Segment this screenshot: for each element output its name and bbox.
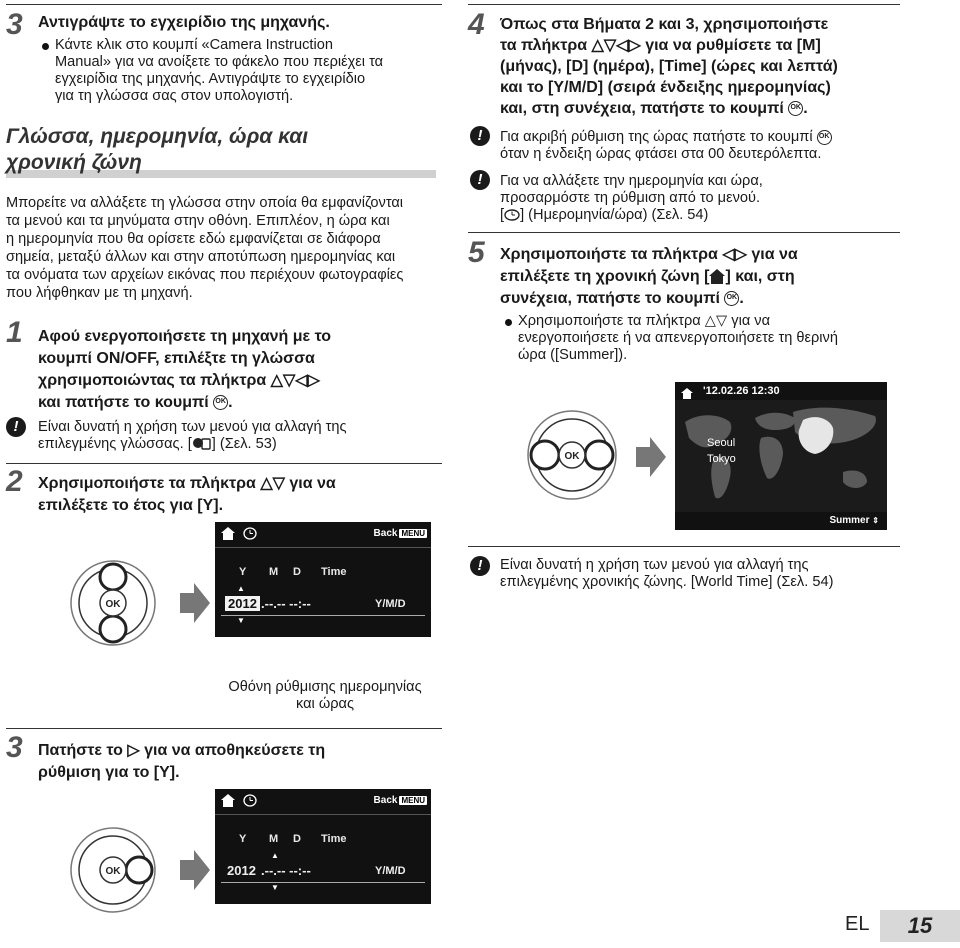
home-icon bbox=[709, 269, 725, 284]
step-1-note: Είναι δυνατή η χρήση των μενού για αλλαγή της επιλεγμένης γλώσσας. [ ] (Σελ. 53) bbox=[38, 419, 347, 452]
step-3b-title: Πατήστε το ▷ για να αποθηκεύσετε τη ρύθμιση για το [Y]. bbox=[38, 742, 326, 781]
step-3-number: 3 bbox=[6, 8, 23, 41]
step-3b-number: 3 bbox=[6, 731, 23, 764]
up-caret-icon: ▲ bbox=[237, 584, 245, 593]
col-time: Time bbox=[321, 833, 347, 845]
step-1-title: Αφού ενεργοποιήσετε τη μηχανή με το κουμπί ON/OFF, επιλέξτε τη γλώσσα χρησιμοποιώντας τα πλήκτρα △▽◁▷ και πατήστε το κουμπί OK . bbox=[38, 328, 332, 411]
rule-note-right bbox=[468, 546, 900, 547]
svg-text:OK: OK bbox=[105, 866, 121, 877]
up-caret-icon: ▲ bbox=[271, 851, 279, 860]
step-4-note-2: Για να αλλάξετε την ημερομηνία και ώρα, προσαρμόστε τη ρύθμιση από το μενού. [ ] (Ημερομηνία/ώρα) (Σελ. 54) bbox=[500, 173, 763, 223]
map-city-tokyo: Tokyo bbox=[707, 453, 736, 465]
step-4-title: Όπως στα Βήματα 2 και 3, χρησιμοποιήστε τα πλήκτρα △▽◁▷ για να ρυθμίσετε τα [M] (μήνας), [D] (ημέρα), [Time] (ώρες και λεπτά) και το [Y/M/D] (σειρά ένδειξης ημερομηνίας) και, στη συνέχεια, πατήστε το κουμπί OK . bbox=[500, 16, 838, 117]
col-time: Time bbox=[321, 566, 347, 578]
step-3-bullet: Κάντε κλικ στο κουμπί «Camera Instruction Manual» για να ανοίξετε το φάκελο που περιέχει τα εγχειρίδια της μηχανής. Αντιγράψτε το εγχειρίδιο για τη γλώσσα σας στον υπολογιστή. bbox=[55, 37, 384, 104]
col-m: M bbox=[269, 833, 279, 845]
svg-text:OK: OK bbox=[105, 599, 121, 610]
top-rule-right bbox=[468, 4, 900, 5]
section-title: Γλώσσα, ημερομηνία, ώρα και χρονική ζώνη bbox=[6, 125, 309, 174]
map-city-seoul: Seoul bbox=[707, 437, 736, 449]
step-3-title: Αντιγράψτε το εγχειρίδιο της μηχανής. bbox=[38, 14, 330, 31]
world-time-screen bbox=[675, 382, 887, 530]
map-datetime: '12.02.26 12:30 bbox=[703, 385, 780, 397]
step-4-number: 4 bbox=[468, 8, 485, 41]
rule-step-5 bbox=[468, 232, 900, 233]
col-y: Y bbox=[239, 833, 247, 845]
col-y: Y bbox=[239, 566, 247, 578]
timezone-note: Είναι δυνατή η χρήση των μενού για αλλαγή της επιλεγμένης χρονικής ζώνης. [World Time] (Σελ. 54) bbox=[500, 557, 834, 590]
summer-label: Summer ⇕ bbox=[829, 515, 879, 526]
rule-step-2 bbox=[6, 463, 442, 464]
date-dashes: .--.-- --:-- bbox=[261, 596, 311, 611]
clock-icon bbox=[243, 794, 257, 812]
step-5-title: Χρησιμοποιήστε τα πλήκτρα ◁▷ για να επιλέξετε τη χρονική ζώνη [ ] και, στη συνέχεια, πατήστε το κουμπί OK . bbox=[500, 246, 798, 307]
home-icon bbox=[221, 794, 235, 812]
down-caret-icon: ▼ bbox=[237, 616, 245, 625]
caution-icon: ! bbox=[470, 556, 490, 576]
caution-icon: ! bbox=[6, 417, 26, 437]
date-time-screen bbox=[215, 522, 431, 637]
camera-dial-illustration-2 bbox=[68, 820, 158, 920]
page-number: 15 bbox=[880, 910, 960, 942]
year-value: 2012 bbox=[227, 863, 256, 878]
home-icon bbox=[681, 386, 693, 404]
camera-dial-illustration bbox=[68, 553, 158, 653]
ok-button-icon: OK bbox=[817, 130, 832, 145]
col-m: M bbox=[269, 566, 279, 578]
intro-paragraph: Μπορείτε να αλλάξετε τη γλώσσα στην οποία θα εμφανίζονται τα μενού και τα μηνύματα στην οθόνη. Επιπλέον, η ώρα και η ημερομηνία που θα ορίσετε εδώ εμφανίζεται σε διάφορα σημεία, μεταξύ άλλων και στην αποτύπωση ημερομηνίας και τα ονόματα των αρχείων εικόνας που περιέχουν φωτογραφίες που λήφθηκαν με τη μηχανή. bbox=[6, 195, 404, 301]
top-rule-left bbox=[6, 4, 442, 5]
step-2-title: Χρησιμοποιήστε τα πλήκτρα △▽ για να επιλέξετε το έτος για [Y]. bbox=[38, 475, 336, 514]
year-field: 2012 bbox=[225, 596, 260, 611]
date-dashes: .--.-- --:-- bbox=[261, 863, 311, 878]
bullet-dot bbox=[505, 319, 512, 326]
clock-icon bbox=[504, 209, 520, 221]
ok-button-icon: OK bbox=[724, 291, 739, 306]
format-value: Y/M/D bbox=[375, 598, 406, 610]
bullet-dot bbox=[42, 43, 49, 50]
date-time-screen-2 bbox=[215, 789, 431, 904]
step-1-number: 1 bbox=[6, 316, 23, 349]
step-4-note-1: Για ακριβή ρύθμιση της ώρας πατήστε το κουμπί OK όταν η ένδειξη ώρας φτάσει στα 00 δευτερόλεπτα. bbox=[500, 129, 832, 163]
clock-icon bbox=[243, 527, 257, 545]
caution-icon: ! bbox=[470, 126, 490, 146]
ok-button-icon: OK bbox=[788, 101, 803, 116]
col-d: D bbox=[293, 833, 301, 845]
arrow-right-icon bbox=[180, 583, 210, 623]
caution-icon: ! bbox=[470, 170, 490, 190]
down-caret-icon: ▼ bbox=[271, 883, 279, 892]
col-d: D bbox=[293, 566, 301, 578]
svg-text:OK: OK bbox=[564, 451, 580, 462]
ok-button-icon: OK bbox=[213, 395, 228, 410]
arrow-right-icon-2 bbox=[180, 850, 210, 890]
back-menu-label: Back MENU bbox=[373, 528, 425, 539]
menu-lang-icon bbox=[192, 437, 212, 451]
home-icon bbox=[221, 527, 235, 545]
rule-step-3b bbox=[6, 728, 442, 729]
step-5-bullet: Χρησιμοποιήστε τα πλήκτρα △▽ για να ενεργοποιήσετε ή να απενεργοποιήσετε τη θερινή ώρα ([Summer]). bbox=[518, 313, 838, 363]
arrow-right-icon-3 bbox=[636, 437, 666, 477]
step-2-number: 2 bbox=[6, 465, 23, 498]
language-code: EL bbox=[845, 913, 870, 935]
step-5-number: 5 bbox=[468, 236, 485, 269]
screen-caption: Οθόνη ρύθμισης ημερομηνίας και ώρας bbox=[228, 679, 422, 712]
back-menu-label: Back MENU bbox=[373, 795, 425, 806]
camera-dial-illustration-3 bbox=[520, 408, 620, 503]
format-value: Y/M/D bbox=[375, 865, 406, 877]
